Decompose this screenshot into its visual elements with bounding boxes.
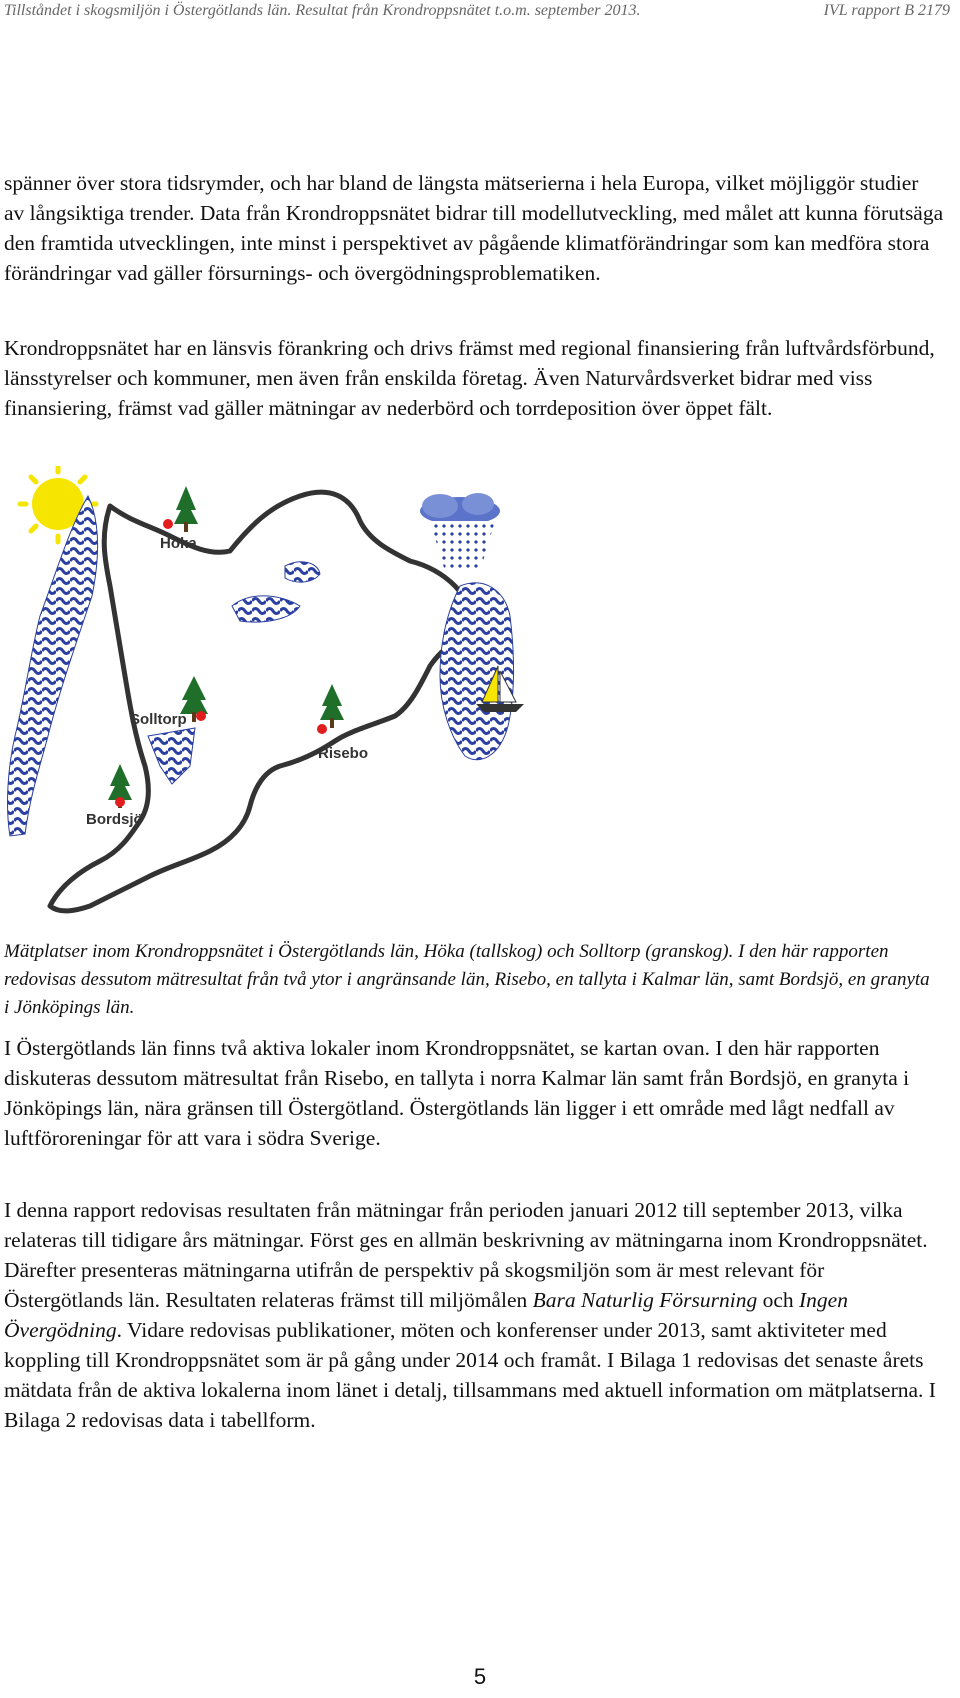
paragraph-funding: Krondroppsnätet har en länsvis förankring och drivs främst med regional finansiering från luftvårdsförbund, länsstyrelser och kommuner, men även från enskilda företag. Även Naturvårdsverket bidrar med viss finansiering, främst vad gäller mätningar av nederbörd och torrdeposition över öppet fält. <box>4 336 935 420</box>
site-label-hoka: Höka <box>160 535 197 552</box>
site-dot <box>163 519 173 529</box>
county-outline <box>50 492 470 911</box>
rain-cloud-icon <box>420 493 500 571</box>
text-run: . Vidare redovisas publikationer, möten och konferenser under 2013, samt aktiviteter med koppling till Krondroppsnätet som är på gång under 2014 och framåt. I Bilaga 1 redovisas det senaste årets mätdata från de aktiva lokalerna inom länet i detalj, tillsammans med aktuell information om mätplatserna. I Bilaga 2 redovisas data i tabellform. <box>4 1318 936 1432</box>
tree-icon <box>108 764 132 800</box>
site-label-risebo: Risebo <box>318 745 369 762</box>
goal-no-eutrophication: Ingen Övergödning <box>4 1288 848 1342</box>
site-marker-bordsjo <box>108 764 132 808</box>
page-number: 5 <box>473 1664 487 1689</box>
lake-vattern <box>8 496 98 836</box>
header-report-number: IVL rapport B 2179 <box>823 2 950 19</box>
running-header <box>0 0 960 34</box>
site-label-solltorp: Solltorp <box>130 711 187 728</box>
paragraph-report-contents <box>4 1195 944 1435</box>
header-title: Tillståndet i skogsmiljön i Östergötlands län. Resultat från Krondroppsnätet t.o.m. september 2013. <box>4 2 641 19</box>
sea-baltic <box>440 583 514 760</box>
site-map <box>0 466 580 926</box>
figure-caption: Mätplatser inom Krondroppsnätet i Östergötlands län, Höka (tallskog) och Solltorp (granskog). I den här rapporten redovisas dessutom mätresultat från två ytor i angränsande län, Risebo, en tallyta i Kalmar län, samt Bordsjö, en granyta i Jönköpings län. <box>4 941 930 1018</box>
text-run: I denna rapport redovisas resultaten från mätningar från perioden januari 2012 till september 2013, vilka relateras till tidigare års mätningar. Först ges en allmän beskrivning av mätningarna inom Krondroppsnätet. Därefter presenteras mätningarna utifrån de perspektiv på skogsmiljön som är mest relevant för Östergötlands län. Resultaten relateras främst till miljömålen <box>4 1198 928 1312</box>
goal-natural-acidification: Bara Naturlig Försurning <box>532 1288 758 1312</box>
site-dot <box>115 797 125 807</box>
site-marker-hoka <box>163 486 198 532</box>
site-label-bordsjo: Bordsjö <box>86 811 143 828</box>
paragraph-intro: spänner över stora tidsrymder, och har bland de längsta mätserierna i hela Europa, vilket möjliggör studier av långsiktiga trender. Data från Krondroppsnätet bidrar till modellutveckling, med målet att kunna förutsäga den framtida utvecklingen, inte minst i perspektivet av pågående klimatförändringar som kan medföra stora förändringar vad gäller försurnings- och övergödningsproblematiken. <box>4 171 944 285</box>
tree-icon <box>174 486 198 524</box>
paragraph-sites: I Östergötlands län finns två aktiva lokaler inom Krondroppsnätet, se kartan ovan. I den här rapporten diskuteras dessutom mätresultat från Risebo, en tallyta i norra Kalmar län samt från Bordsjö, en granyta i Jönköpings län, nära gränsen till Östergötland. Östergötlands län ligger i ett område med lågt nedfall av luftföroreningar för att vara i södra Sverige. <box>4 1036 910 1150</box>
site-dot <box>196 711 206 721</box>
text-run: och <box>757 1288 799 1312</box>
site-dot <box>317 724 327 734</box>
